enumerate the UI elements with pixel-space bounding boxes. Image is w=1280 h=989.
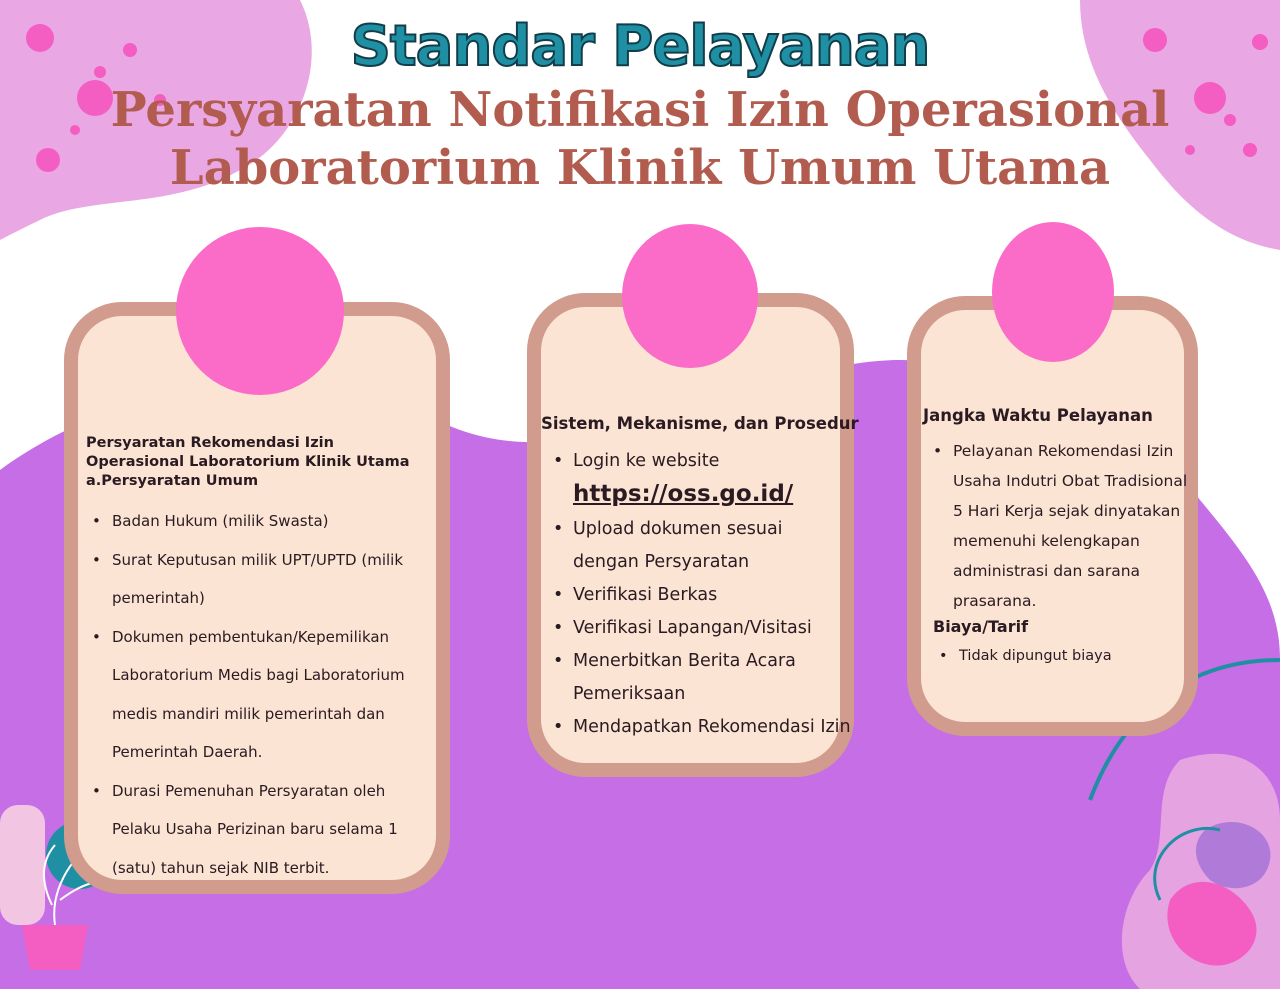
plant-panel-shape	[0, 805, 45, 925]
page-subtitle-line1: Persyaratan Notifikasi Izin Operasional	[110, 82, 1170, 138]
requirements-list-item: • Durasi Pemenuhan Persyaratan oleh Pelaku Usaha Perizinan baru selama 1 (satu) tahun sejak NIB terbit.	[90, 772, 430, 888]
procedure-list-item: • Menerbitkan Berita Acara Pemeriksaan	[551, 645, 851, 711]
requirements-title-line1: Persyaratan Rekomendasi Izin	[86, 435, 334, 451]
service-time-list	[931, 436, 1193, 616]
procedure-list-item: • Mendapatkan Rekomendasi Izin	[551, 711, 851, 744]
service-time-card	[907, 296, 1198, 736]
procedure-login-item	[551, 445, 851, 513]
requirements-list-item: • Badan Hukum (milik Swasta)	[90, 502, 430, 541]
procedure-list	[551, 445, 851, 744]
requirements-title-line3: a.Persyaratan Umum	[86, 473, 259, 489]
procedure-list-item: • Upload dokumen sesuai dengan Persyaratan	[551, 513, 851, 579]
fee-item: • Tidak dipungut biaya	[937, 644, 1187, 668]
procedure-list-item: • Verifikasi Berkas	[551, 579, 851, 612]
requirements-title-line2: Operasional Laboratorium Klinik Utama	[86, 454, 410, 470]
requirements-list-item: • Surat Keputusan milik UPT/UPTD (milik pemerintah)	[90, 541, 430, 618]
procedure-card-title: Sistem, Mekanisme, dan Prosedur	[541, 414, 859, 433]
procedure-circle-ornament	[622, 224, 758, 368]
page-subtitle-line2: Laboratorium Klinik Umum Utama	[169, 140, 1111, 196]
service-time-title: Jangka Waktu Pelayanan	[923, 406, 1153, 425]
requirements-list-item: • Dokumen pembentukan/Kepemilikan Laboratorium Medis bagi Laboratorium medis mandiri milik pemerintah dan Pemerintah Daerah.	[90, 618, 430, 772]
page-title: Standar Pelayanan	[350, 14, 930, 79]
procedure-list-item: • Verifikasi Lapangan/Visitasi	[551, 612, 851, 645]
plant-pot	[22, 925, 88, 970]
requirements-list	[90, 502, 430, 887]
procedure-login-text: Login ke website	[573, 451, 720, 471]
fee-title: Biaya/Tarif	[933, 617, 1029, 636]
oss-website-link[interactable]: https://oss.go.id/	[573, 481, 794, 507]
service-time-item: • Pelayanan Rekomendasi Izin Usaha Indutri Obat Tradisional 5 Hari Kerja sejak dinyatakan memenuhi kelengkapan administrasi dan sarana prasarana.	[931, 436, 1193, 616]
requirements-card-title	[86, 434, 446, 491]
fee-list	[937, 644, 1187, 668]
service-time-circle-ornament	[992, 222, 1114, 362]
requirements-circle-ornament	[176, 227, 344, 395]
